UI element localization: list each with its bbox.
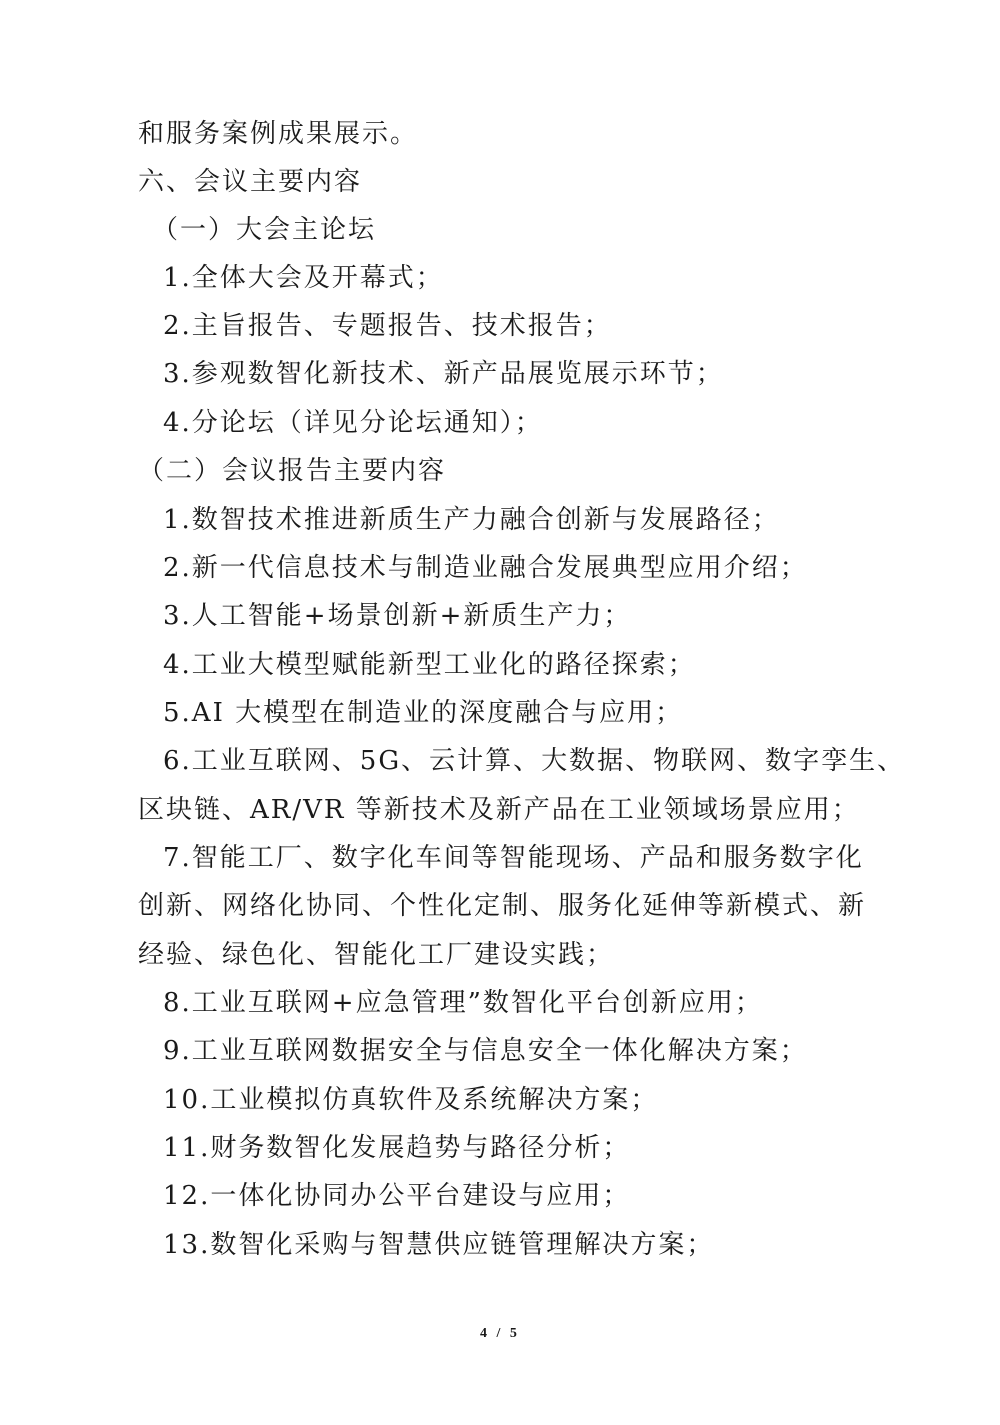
- list-item: 8.工业互联网+应急管理”数智化平台创新应用；: [163, 988, 763, 1018]
- list-item: 1.数智技术推进新质生产力融合创新与发展路径；: [163, 505, 780, 535]
- list-item: 2.新一代信息技术与制造业融合发展典型应用介绍；: [163, 553, 808, 583]
- list-item: 4.分论坛（详见分论坛通知）；: [163, 408, 543, 438]
- list-item: 13.数智化采购与智慧供应链管理解决方案；: [163, 1230, 715, 1260]
- list-item: 5.AI 大模型在制造业的深度融合与应用；: [163, 698, 684, 728]
- list-item-continuation: 区块链、AR/VR 等新技术及新产品在工业领域场景应用；: [138, 795, 860, 825]
- text-line: 和服务案例成果展示。: [138, 119, 419, 149]
- list-item: 11.财务数智化发展趋势与路径分析；: [163, 1133, 631, 1163]
- list-item: 3.人工智能+场景创新+新质生产力；: [163, 601, 632, 631]
- list-item: 6.工业互联网、5G、云计算、大数据、物联网、数字孪生、: [163, 746, 906, 776]
- subsection-heading: （二）会议报告主要内容: [138, 456, 447, 486]
- list-item: 7.智能工厂、数字化车间等智能现场、产品和服务数字化: [163, 843, 864, 873]
- list-item-continuation: 创新、网络化协同、个性化定制、服务化延伸等新模式、新: [138, 891, 867, 921]
- list-item: 3.参观数智化新技术、新产品展览展示环节；: [163, 359, 724, 389]
- list-item: 12.一体化协同办公平台建设与应用；: [163, 1181, 631, 1211]
- section-heading: 六、会议主要内容: [138, 167, 363, 197]
- list-item: 10.工业模拟仿真软件及系统解决方案；: [163, 1085, 659, 1115]
- subsection-heading: （一）大会主论坛: [152, 215, 377, 245]
- list-item: 4.工业大模型赋能新型工业化的路径探索；: [163, 650, 696, 680]
- page-number: 4 / 5: [480, 1326, 520, 1341]
- list-item: 1.全体大会及开幕式；: [163, 263, 444, 293]
- list-item: 2.主旨报告、专题报告、技术报告；: [163, 311, 612, 341]
- list-item-continuation: 经验、绿色化、智能化工厂建设实践；: [138, 940, 615, 970]
- list-item: 9.工业互联网数据安全与信息安全一体化解决方案；: [163, 1036, 808, 1066]
